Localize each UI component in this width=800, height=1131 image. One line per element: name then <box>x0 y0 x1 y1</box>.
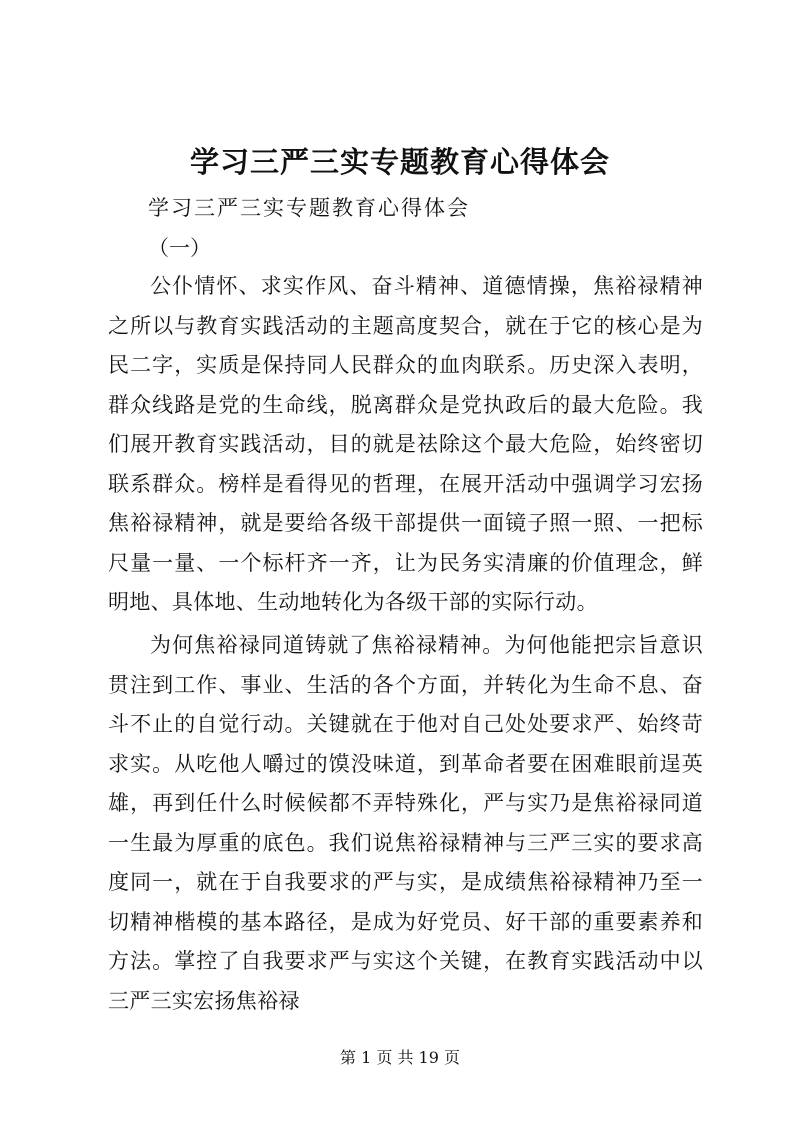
paragraph-1: 公仆情怀、求实作风、奋斗精神、道德情操，焦裕禄精神之所以与教育实践活动的主题高度契合，就在于它的核心是为民二字，实质是保持同人民群众的血肉联系。历史深入表明，群众线路是党的生命线，脱离群众是党执政后的最大危险。我们展开教育实践活动，目的就是祛除这个最大危险，始终密切联系群众。榜样是看得见的哲理，在展开活动中强调学习宏扬焦裕禄精神，就是要给各级干部提供一面镜子照一照、一把标尺量一量、一个标杆齐一齐，让为民务实清廉的价值理念，鲜明地、具体地、生动地转化为各级干部的实际行动。 <box>108 274 703 614</box>
document-subtitle: 学习三严三实专题教育心得体会 <box>148 196 470 220</box>
document-title: 学习三严三实专题教育心得体会 <box>189 145 610 179</box>
page-footer: 第 1 页 共 19 页 <box>340 1048 460 1067</box>
section-marker: （一） <box>148 236 211 260</box>
paragraph-2: 为何焦裕禄同道铸就了焦裕禄精神。为何他能把宗旨意识贯注到工作、事业、生活的各个方面，并转化为生命不息、奋斗不止的自觉行动。关键就在于他对自己处处要求严、始终苛求实。从吃他人嚼过的馍没味道，到革命者要在困难眼前逞英雄，再到任什么时候候都不弄特殊化，严与实乃是焦裕禄同道一生最为厚重的底色。我们说焦裕禄精神与三严三实的要求高度同一，就在于自我要求的严与实，是成绩焦裕禄精神乃至一切精神楷模的基本路径，是成为好党员、好干部的重要素养和方法。掌控了自我要求严与实这个关键，在教育实践活动中以三严三实宏扬焦裕禄 <box>108 633 703 1013</box>
